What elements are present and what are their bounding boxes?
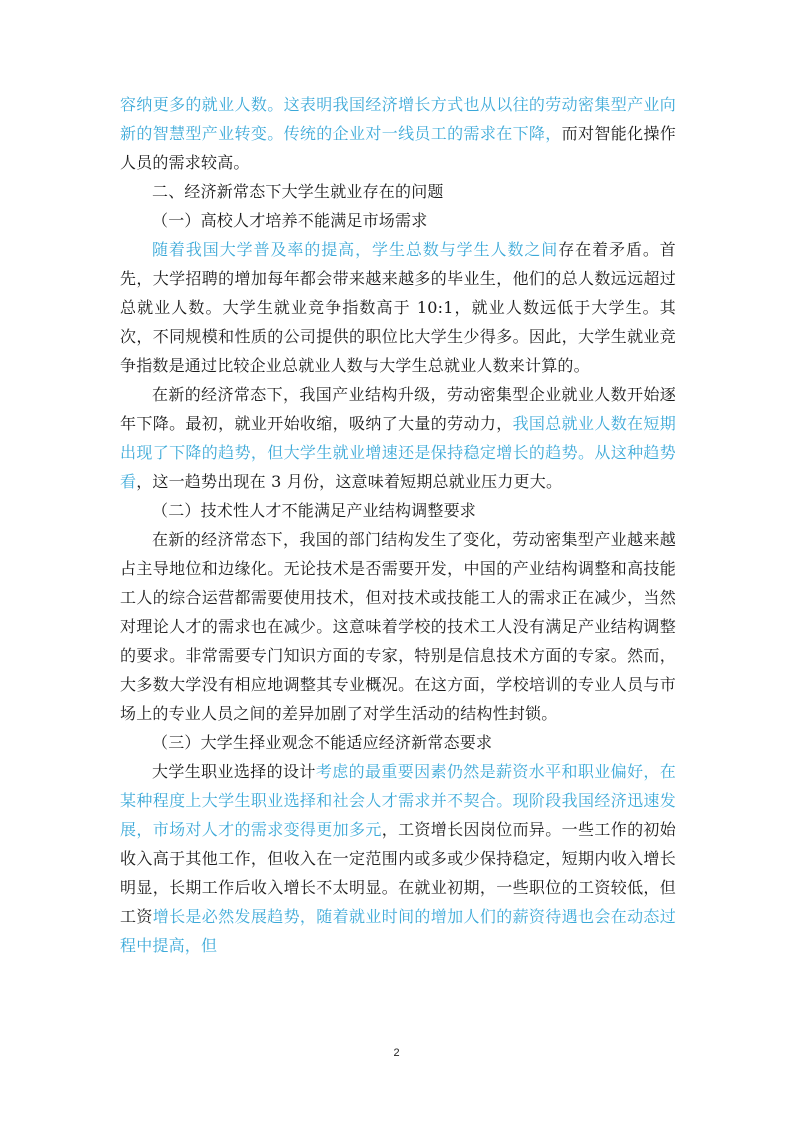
body-text: （三）大学生择业观念不能适应经济新常态要求	[152, 733, 493, 752]
highlighted-text: 容纳更多的就业人数。这表明我国经济增长方式也从以往的劳动密集型产业向新的智慧型产业转变。传统的企业对一线员工的需求在下降，	[120, 95, 676, 143]
paragraph	[120, 206, 676, 235]
document-body	[120, 90, 676, 960]
body-text: 存在着矛盾。首先，大学招聘的增加每年都会带来越来越多的毕业生，他们的总人数远远超过总就业人数。大学生就业竞争指数高于 10:1，就业人数远低于大学生。其次，不同规模和性质的公司提供的职位比大学生少得多。因此，大学生就业竞争指数是通过比较企业总就业人数与大学生总就业人数来计算的。	[120, 240, 676, 375]
paragraph	[120, 728, 676, 757]
body-text: ，这一趋势出现在 3 月份，这意味着短期总就业压力更大。	[136, 472, 563, 491]
highlighted-text: 随着我国大学普及率的提高，学生总数与学生人数之间	[152, 240, 559, 259]
body-text: 二、经济新常态下大学生就业存在的问题	[152, 182, 444, 201]
page-number: 2	[393, 1047, 400, 1059]
body-text: 而对智能化操作人员的需求较高。	[120, 124, 676, 172]
body-text: 大学生职业选择的设计	[152, 762, 316, 781]
body-text: 在新的经济常态下，我国的部门结构发生了变化，劳动密集型产业越来越占主导地位和边缘化。无论技术是否需要开发，中国的产业结构调整和高技能工人的综合运营都需要使用技术，但对技术或技能工人的需求正在减少，当然对理论人才的需求也在减少。这意味着学校的技术工人没有满足产业结构调整的要求。非常需要专门知识方面的专家，特别是信息技术方面的专家。然而，大多数大学没有相应地调整其专业概况。在这方面，学校培训的专业人员与市场上的专业人员之间的差异加剧了对学生活动的结构性封锁。	[120, 530, 676, 723]
paragraph	[120, 177, 676, 206]
paragraph	[120, 380, 676, 496]
body-text: （二）技术性人才不能满足产业结构调整要求	[152, 501, 477, 520]
body-text: （一）高校人才培养不能满足市场需求	[152, 211, 428, 230]
highlighted-text: 增长是必然发展趋势，随着就业时间的增加人们的薪资待遇也会在动态过程中提高，但	[120, 907, 676, 955]
paragraph	[120, 757, 676, 960]
highlighted-text: 考虑的最重要因素仍然是薪资水平和职业偏好，在某种程度上大学生职业选择和社会人才需求并不契合。现阶段我国经济迅速发展，市场对人才的需求变得更加多元	[120, 762, 676, 839]
paragraph	[120, 496, 676, 525]
body-text: 在新的经济常态下，我国产业结构升级，劳动密集型企业就业人数开始逐年下降。最初，就业开始收缩，吸纳了大量的劳动力，	[120, 385, 676, 433]
paragraph	[120, 235, 676, 380]
paragraph	[120, 525, 676, 728]
body-text: ，工资增长因岗位而异。一些工作的初始收入高于其他工作，但收入在一定范围内或多或少保持稳定，短期内收入增长明显，长期工作后收入增长不太明显。在就业初期，一些职位的工资较低，但工资	[120, 820, 676, 926]
highlighted-text: 我国总就业人数在短期出现了下降的趋势，但大学生就业增速还是保持稳定增长的趋势。从这种趋势看	[120, 414, 676, 491]
paragraph	[120, 90, 676, 177]
